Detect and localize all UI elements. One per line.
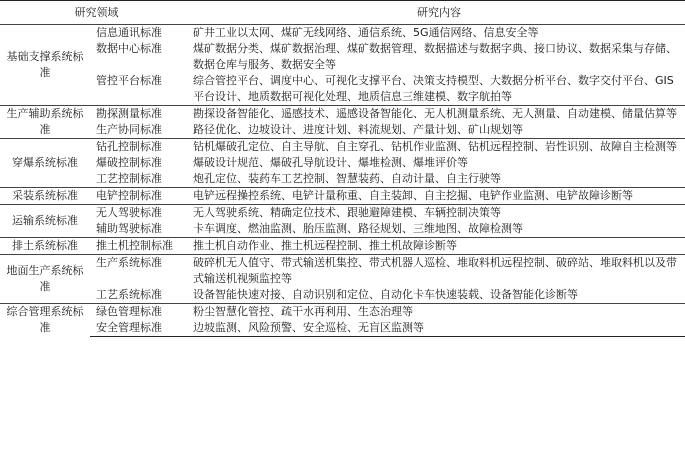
subcategory-cell: 电铲控制标准 [90,188,193,205]
content-cell: 炮孔定位、装药车工艺控制、智慧装药、自动计量、自主行驶等 [193,172,501,185]
subcategory-cell: 无人驾驶标准 [90,205,193,222]
table-row [0,188,685,205]
table-row [0,73,685,106]
table-row [0,155,685,171]
table-row [0,41,685,73]
content-cell: 路径优化、边坡设计、进度计划、料流规划、产量计划、矿山规划等 [193,123,523,136]
header-research-field: 研究领域 [0,1,193,25]
table-row [0,238,685,255]
table-row [0,205,685,222]
category-cell: 基础支撑系统标准 [0,25,90,106]
category-cell: 生产辅助系统标准 [0,106,90,139]
table-row [0,221,685,238]
table-row [0,320,685,337]
category-cell: 综合管理系统标准 [0,304,90,337]
subcategory-cell: 勘探测量标准 [90,106,193,123]
subcategory-cell: 工艺控制标准 [96,172,162,185]
category-cell: 运输系统标准 [0,205,90,238]
content-cell: 卡车调度、燃油监测、胎压监测、路径规划、三维地图、故障检测等 [193,222,523,235]
table-header-row [0,1,685,25]
content-cell: 爆破设计规范、爆破孔导航设计、爆堆检测、爆堆评价等 [193,156,468,169]
table-row [0,139,685,156]
category-cell: 穿爆系统标准 [0,139,90,188]
subcategory-cell: 生产系统标准 [90,255,193,288]
category-cell: 采装系统标准 [0,188,90,205]
content-cell: 勘探设备智能化、遥感技术、遥感设备智能化、无人机测量系统、无人测量、自动建模、储量估算等 [193,106,685,123]
content-cell: 设备智能快速对接、自动识别和定位、自动化卡车快速装载、设备智能化诊断等 [193,288,578,301]
table-row [0,304,685,321]
header-research-content: 研究内容 [193,1,685,25]
table-body [0,25,685,337]
content-cell: 综合管控平台、调度中心、可视化支撑平台、决策支持模型、大数据分析平台、数字交付平台、GIS平台设计、地质数据可视化处理、地质信息三维建模、数字航拍等 [193,74,674,103]
subcategory-cell: 管控平台标准 [96,74,162,87]
content-cell: 破碎机无人值守、带式输送机集控、带式机器人巡检、堆取料机远程控制、破碎站、堆取料机以及带式输送机视频监控等 [193,255,685,288]
table-row [0,171,685,188]
content-cell: 边坡监测、风险预警、安全巡检、无盲区监测等 [193,320,685,337]
subcategory-cell: 信息通讯标准 [90,25,193,42]
subcategory-cell: 安全管理标准 [90,320,193,337]
table-row [0,25,685,42]
content-cell: 无人驾驶系统、精确定位技术、跟驰避障建模、车辆控制决策等 [193,205,685,222]
subcategory-cell: 爆破控制标准 [96,156,162,169]
subcategory-cell: 生产协同标准 [96,123,162,136]
content-cell: 电铲远程操控系统、电铲计量称重、自主装卸、自主挖掘、电铲作业监测、电铲故障诊断等 [193,188,685,205]
content-cell: 粉尘智慧化管控、疏干水再利用、生态治理等 [193,304,685,321]
table-row [0,106,685,123]
category-cell: 排土系统标准 [0,238,90,255]
table-row [0,122,685,139]
category-cell: 地面生产系统标准 [0,255,90,304]
content-cell: 煤矿数据分类、煤矿数据治理、煤矿数据管理、数据描述与数据字典、接口协议、数据采集与存储、数据仓库与服务、数据安全等 [193,42,677,71]
content-cell: 推土机自动作业、推土机远程控制、推土机故障诊断等 [193,238,685,255]
table-row [0,287,685,304]
table-row [0,255,685,288]
subcategory-cell: 工艺系统标准 [96,288,162,301]
content-cell: 钻机爆破孔定位、自主导航、自主穿孔、钻机作业监测、钻机远程控制、岩性识别、故障自主检测等 [193,139,685,156]
subcategory-cell: 钻孔控制标准 [90,139,193,156]
subcategory-cell: 数据中心标准 [96,42,162,55]
content-cell: 矿井工业以太网、煤矿无线网络、通信系统、5G通信网络、信息安全等 [193,25,685,42]
subcategory-cell: 推土机控制标准 [90,238,193,255]
subcategory-cell: 绿色管理标准 [90,304,193,321]
subcategory-cell: 辅助驾驶标准 [96,222,162,235]
